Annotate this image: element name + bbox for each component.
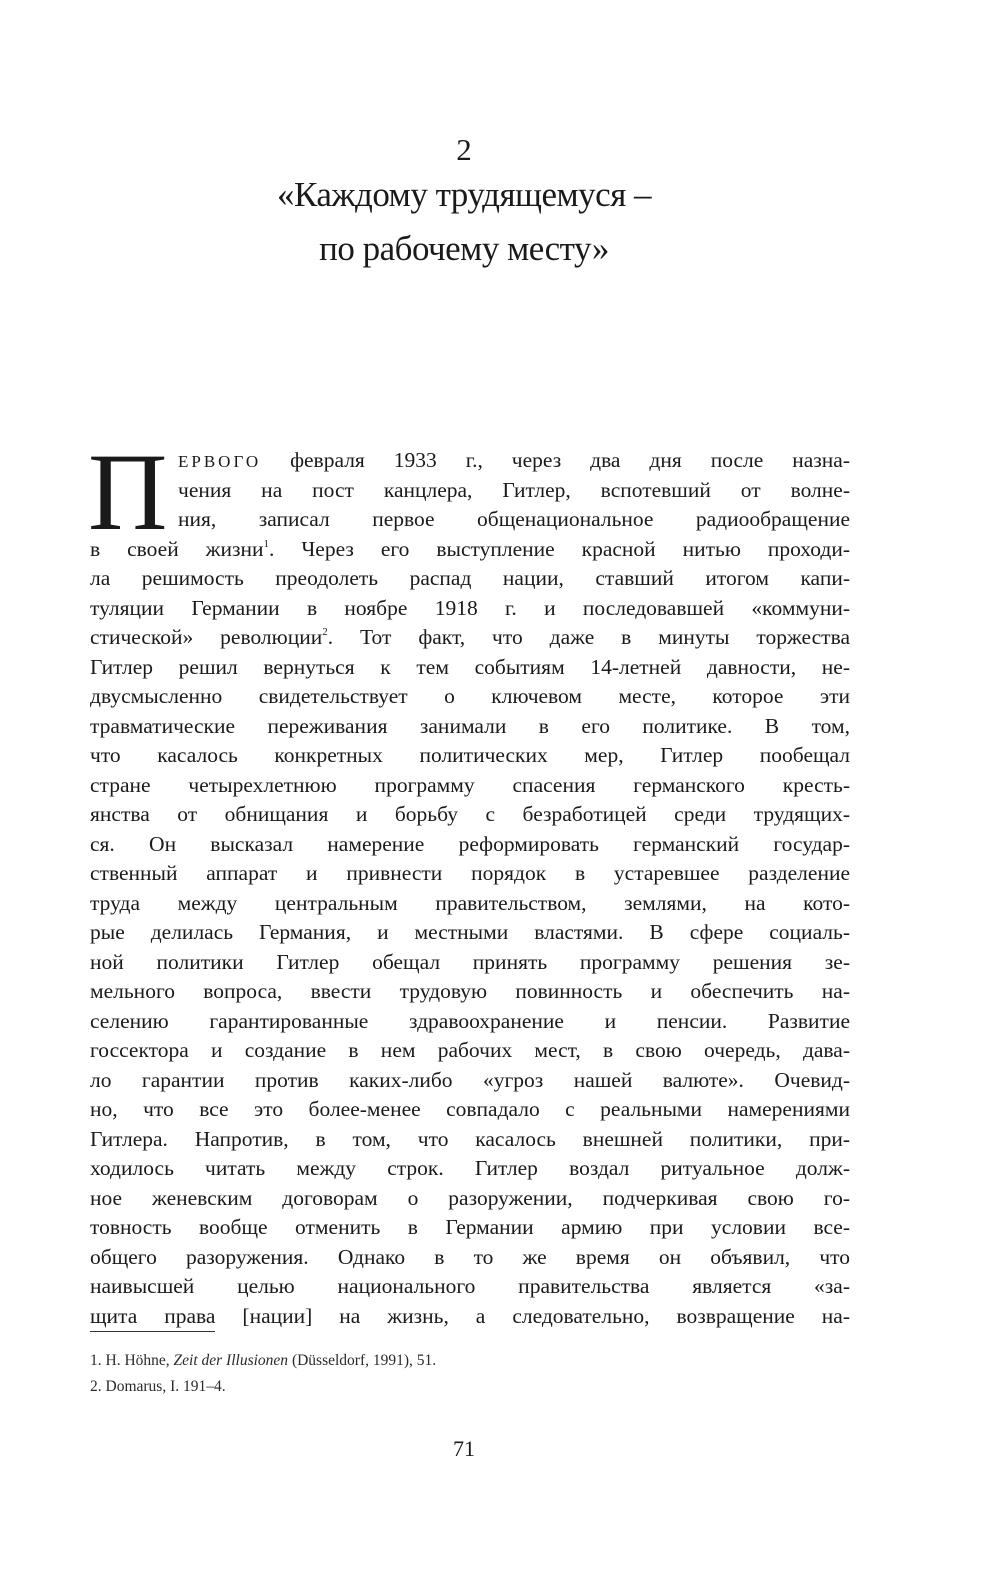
text-line: травматические переживания занимали в его политике. В том, bbox=[90, 713, 850, 738]
text-line: ственный аппарат и привнести порядок в устаревшее разделение bbox=[90, 861, 850, 885]
footnote: 2. Domarus, I. 191–4. bbox=[90, 1378, 226, 1395]
body-text bbox=[88, 431, 850, 1331]
text-line: стране четырехлетнюю программу спасения германского кресть- bbox=[90, 772, 850, 797]
text-line: янства от обнищания и борьбу с безработицей среди трудящих- bbox=[90, 802, 850, 826]
text-line: двусмысленно свидетельствует о ключевом месте, которое эти bbox=[90, 684, 850, 708]
text-line: товность вообще отменить в Германии армию при условии все- bbox=[90, 1215, 850, 1239]
text-line: туляции Германии в ноябре 1918 г. и последовавшей «коммуни- bbox=[90, 595, 850, 620]
text-line: что касалось конкретных политических мер, Гитлер пообещал bbox=[90, 743, 850, 767]
text-line: щита права [нации] на жизнь, а следовательно, возвращение на- bbox=[90, 1303, 850, 1328]
text-line: наивысшей целью национального правительства является «за- bbox=[90, 1274, 850, 1298]
text-line: рые делилась Германия, и местными властями. В сфере социаль- bbox=[90, 920, 850, 944]
page-number: 71 bbox=[453, 1436, 475, 1461]
text-line: Гитлер решил вернуться к тем событиям 14-летней давности, не- bbox=[90, 654, 850, 679]
text-line: ной политики Гитлер обещал принять программу решения зе- bbox=[90, 949, 850, 974]
text-line: ло гарантии против каких-либо «угроз нашей валюте». Очевид- bbox=[90, 1067, 850, 1092]
footnotes bbox=[90, 1348, 850, 1400]
chapter-number: 2 bbox=[456, 132, 472, 167]
text-line: но, что все это более-менее совпадало с реальными намерениями bbox=[90, 1097, 850, 1121]
text-line: ное женевским договорам о разоружении, подчеркивая свою го- bbox=[90, 1185, 850, 1210]
dropcap: П bbox=[88, 431, 166, 553]
chapter-title bbox=[0, 168, 928, 276]
text-line: селению гарантированные здравоохранение и пенсии. Развитие bbox=[90, 1008, 850, 1033]
text-line: ла решимость преодолеть распад нации, ставший итогом капи- bbox=[90, 566, 850, 590]
text-line: чения на пост канцлера, Гитлер, вспотевший от волне- bbox=[178, 477, 850, 502]
footnote: 1. H. Höhne, Zeit der Illusionen (Düsseldorf, 1991), 51. bbox=[90, 1352, 437, 1369]
text-line: мельного вопроса, ввести трудовую повинность и обеспечить на- bbox=[90, 979, 850, 1003]
text-line: ЕРВОГО февраля 1933 г., через два дня после назна- bbox=[178, 448, 850, 472]
text-line: Гитлера. Напротив, в том, что касалось внешней политики, при- bbox=[90, 1126, 850, 1151]
chapter-title-line: по рабочему месту» bbox=[319, 229, 609, 268]
chapter-title-line: «Каждому трудящемуся – bbox=[276, 175, 652, 214]
first-word-smallcaps: ЕРВОГО bbox=[178, 452, 262, 471]
text-line: труда между центральным правительством, землями, на кото- bbox=[90, 890, 850, 915]
text-line: ния, записал первое общенациональное радиообращение bbox=[178, 507, 850, 531]
text-line: общего разоружения. Однако в то же время он объявил, что bbox=[90, 1244, 850, 1269]
text-line: госсектора и создание в нем рабочих мест, в свою очередь, дава- bbox=[90, 1038, 850, 1062]
text-line: ся. Он высказал намерение реформировать германский государ- bbox=[90, 831, 850, 856]
footnote-mark: 2 bbox=[322, 626, 328, 638]
footnote-rule bbox=[90, 1331, 215, 1332]
text-line: стической» революции$^2$. Тот факт, что даже в минуты торжества bbox=[90, 625, 850, 649]
text-line: ходилось читать между строк. Гитлер воздал ритуальное долж- bbox=[90, 1156, 850, 1180]
text-line: в своей жизни$^1$. Через его выступление красной нитью проходи- bbox=[90, 536, 850, 561]
footnote-mark: 1 bbox=[263, 537, 270, 550]
